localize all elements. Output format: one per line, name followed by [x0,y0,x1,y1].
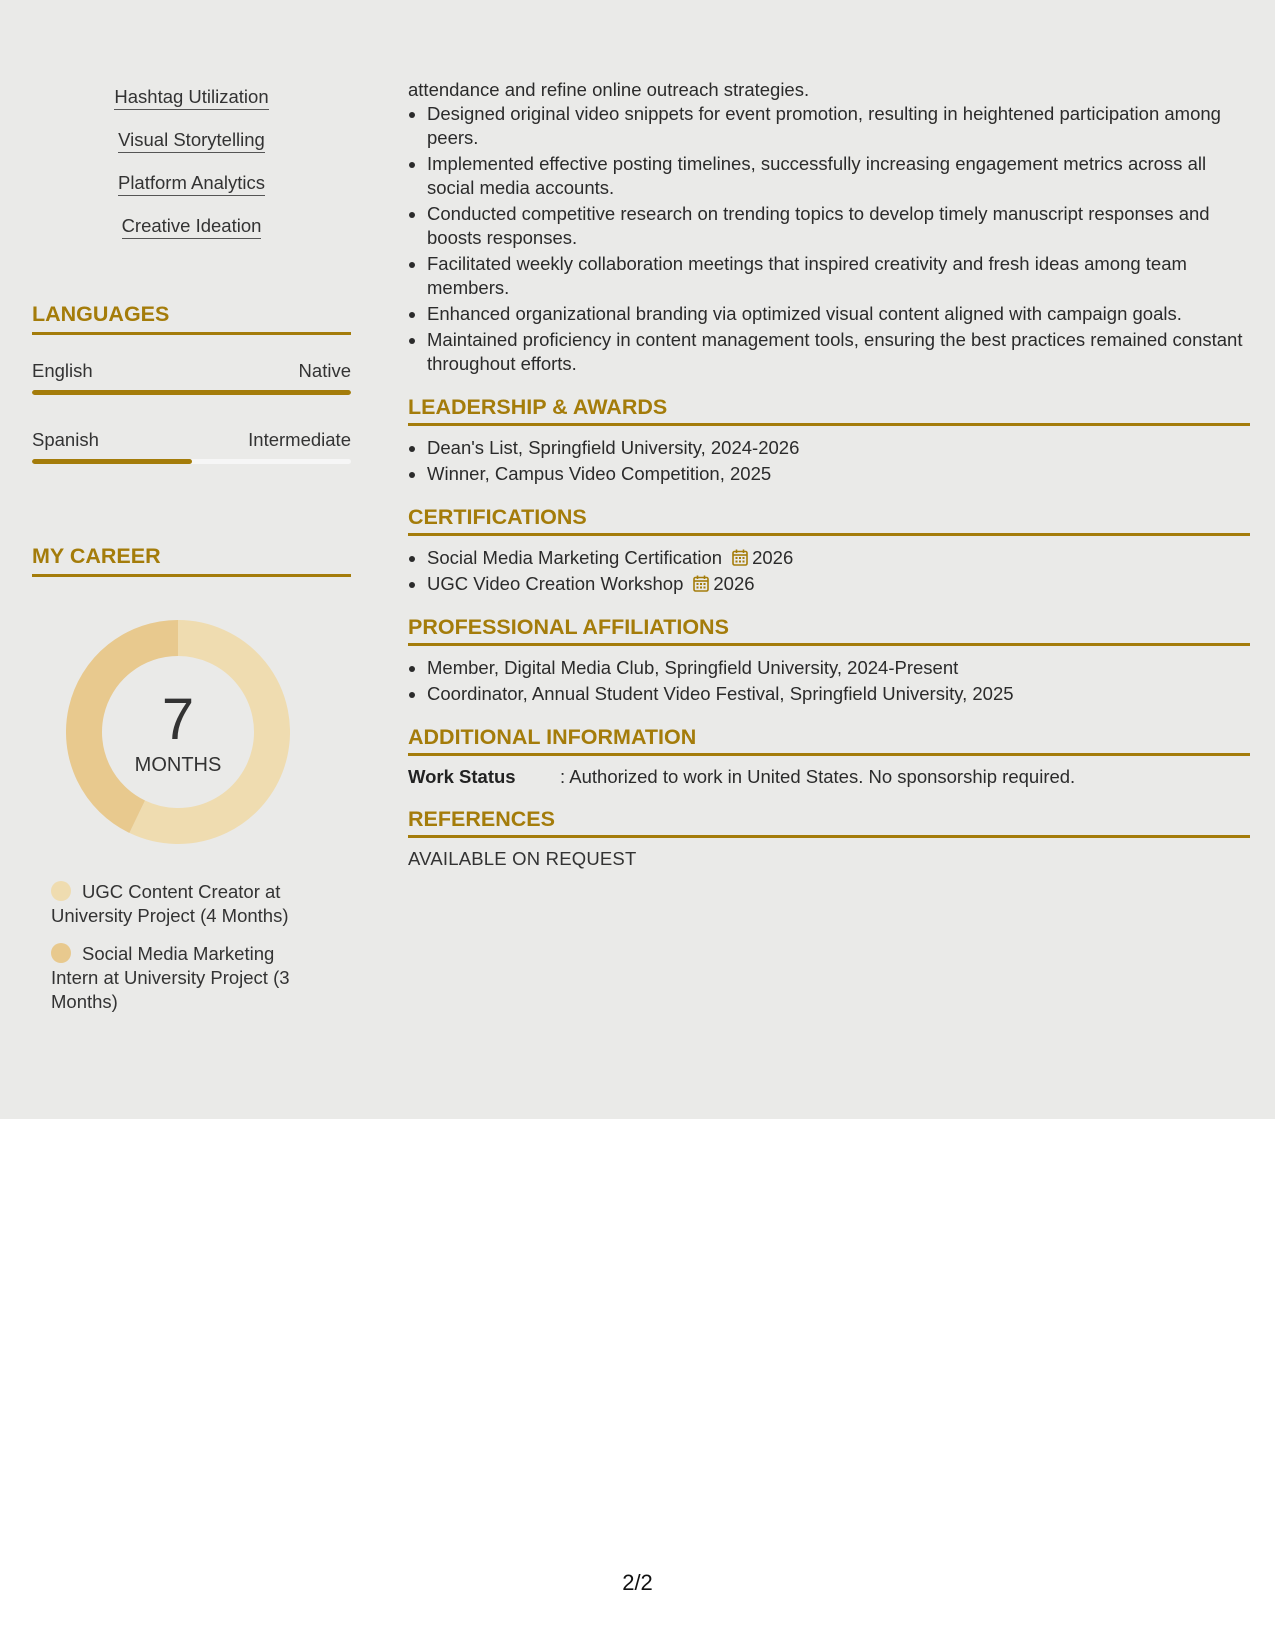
career-donut-center [66,620,290,844]
language-proficiency-bar [32,459,351,464]
skill-tag: Hashtag Utilization [114,86,268,110]
career-total-number: 7 [161,687,195,752]
experience-bullet: • Implemented effective posting timelines, successfully increasing engagement metrics across all social media accounts. [427,152,1250,200]
languages-heading: LANGUAGES [32,301,351,335]
certification-name: Social Media Marketing Certification [427,547,723,568]
work-status-row [408,766,1250,788]
work-status-label: Work Status [408,766,516,787]
career-legend [51,880,311,1028]
leadership-item: • Dean's List, Springfield University, 2024-2026 [427,436,1250,460]
additional-info-heading: ADDITIONAL INFORMATION [408,724,1250,756]
language-name: English [32,360,93,381]
language-level: Native [298,360,351,381]
language-level: Intermediate [248,429,351,450]
references-heading: REFERENCES [408,806,1250,838]
legend-color-dot [51,943,71,963]
work-status-value: : Authorized to work in United States. No sponsorship required. [560,766,1076,787]
experience-bullets [408,102,1250,376]
skills-list [32,86,351,258]
legend-label: UGC Content Creator at University Project (4 Months) [51,881,289,926]
experience-bullet: • Maintained proficiency in content management tools, ensuring the best practices remained constant throughout efforts. [427,328,1250,376]
experience-bullet: • Facilitated weekly collaboration meetings that inspired creativity and fresh ideas among team members. [427,252,1250,300]
language-name: Spanish [32,429,99,450]
career-legend-item [51,880,311,928]
language-proficiency-fill [32,390,351,395]
skill-tag: Creative Ideation [122,215,262,239]
calendar-icon [732,549,748,566]
certifications-list [408,546,1250,596]
references-text: AVAILABLE ON REQUEST [408,848,637,869]
leadership-heading: LEADERSHIP & AWARDS [408,394,1250,426]
certification-item [427,546,1250,570]
career-total-unit: MONTHS [134,754,222,776]
page-number: 2/2 [622,1570,653,1595]
experience-bullet: • Enhanced organizational branding via optimized visual content aligned with campaign goals. [427,302,1250,326]
calendar-icon [693,575,709,592]
career-heading: MY CAREER [32,543,351,577]
experience-bullet: • Conducted competitive research on trending topics to develop timely manuscript responses and boosts responses. [427,202,1250,250]
right-column [408,78,1250,870]
affiliation-item: • Coordinator, Annual Student Video Festival, Springfield University, 2025 [427,682,1250,706]
certification-year: 2026 [752,547,794,568]
certification-item [427,572,1250,596]
experience-bullet: • Designed original video snippets for event promotion, resulting in heightened participation among peers. [427,102,1250,150]
career-legend-item [51,942,311,1014]
affiliations-list [408,656,1250,706]
language-proficiency-fill [32,459,192,464]
leadership-list [408,436,1250,486]
certification-year: 2026 [713,573,755,594]
certifications-heading: CERTIFICATIONS [408,504,1250,536]
legend-color-dot [51,881,71,901]
legend-label: Social Media Marketing Intern at University Project (3 Months) [51,943,290,1012]
leadership-item: • Winner, Campus Video Competition, 2025 [427,462,1250,486]
affiliations-heading: PROFESSIONAL AFFILIATIONS [408,614,1250,646]
skill-tag: Visual Storytelling [118,129,265,153]
career-donut-chart [66,620,290,844]
language-proficiency-bar [32,390,351,395]
experience-continued-text: attendance and refine online outreach strategies. [408,79,810,100]
certification-name: UGC Video Creation Workshop [427,573,684,594]
affiliation-item: • Member, Digital Media Club, Springfield University, 2024-Present [427,656,1250,680]
skill-tag: Platform Analytics [118,172,265,196]
